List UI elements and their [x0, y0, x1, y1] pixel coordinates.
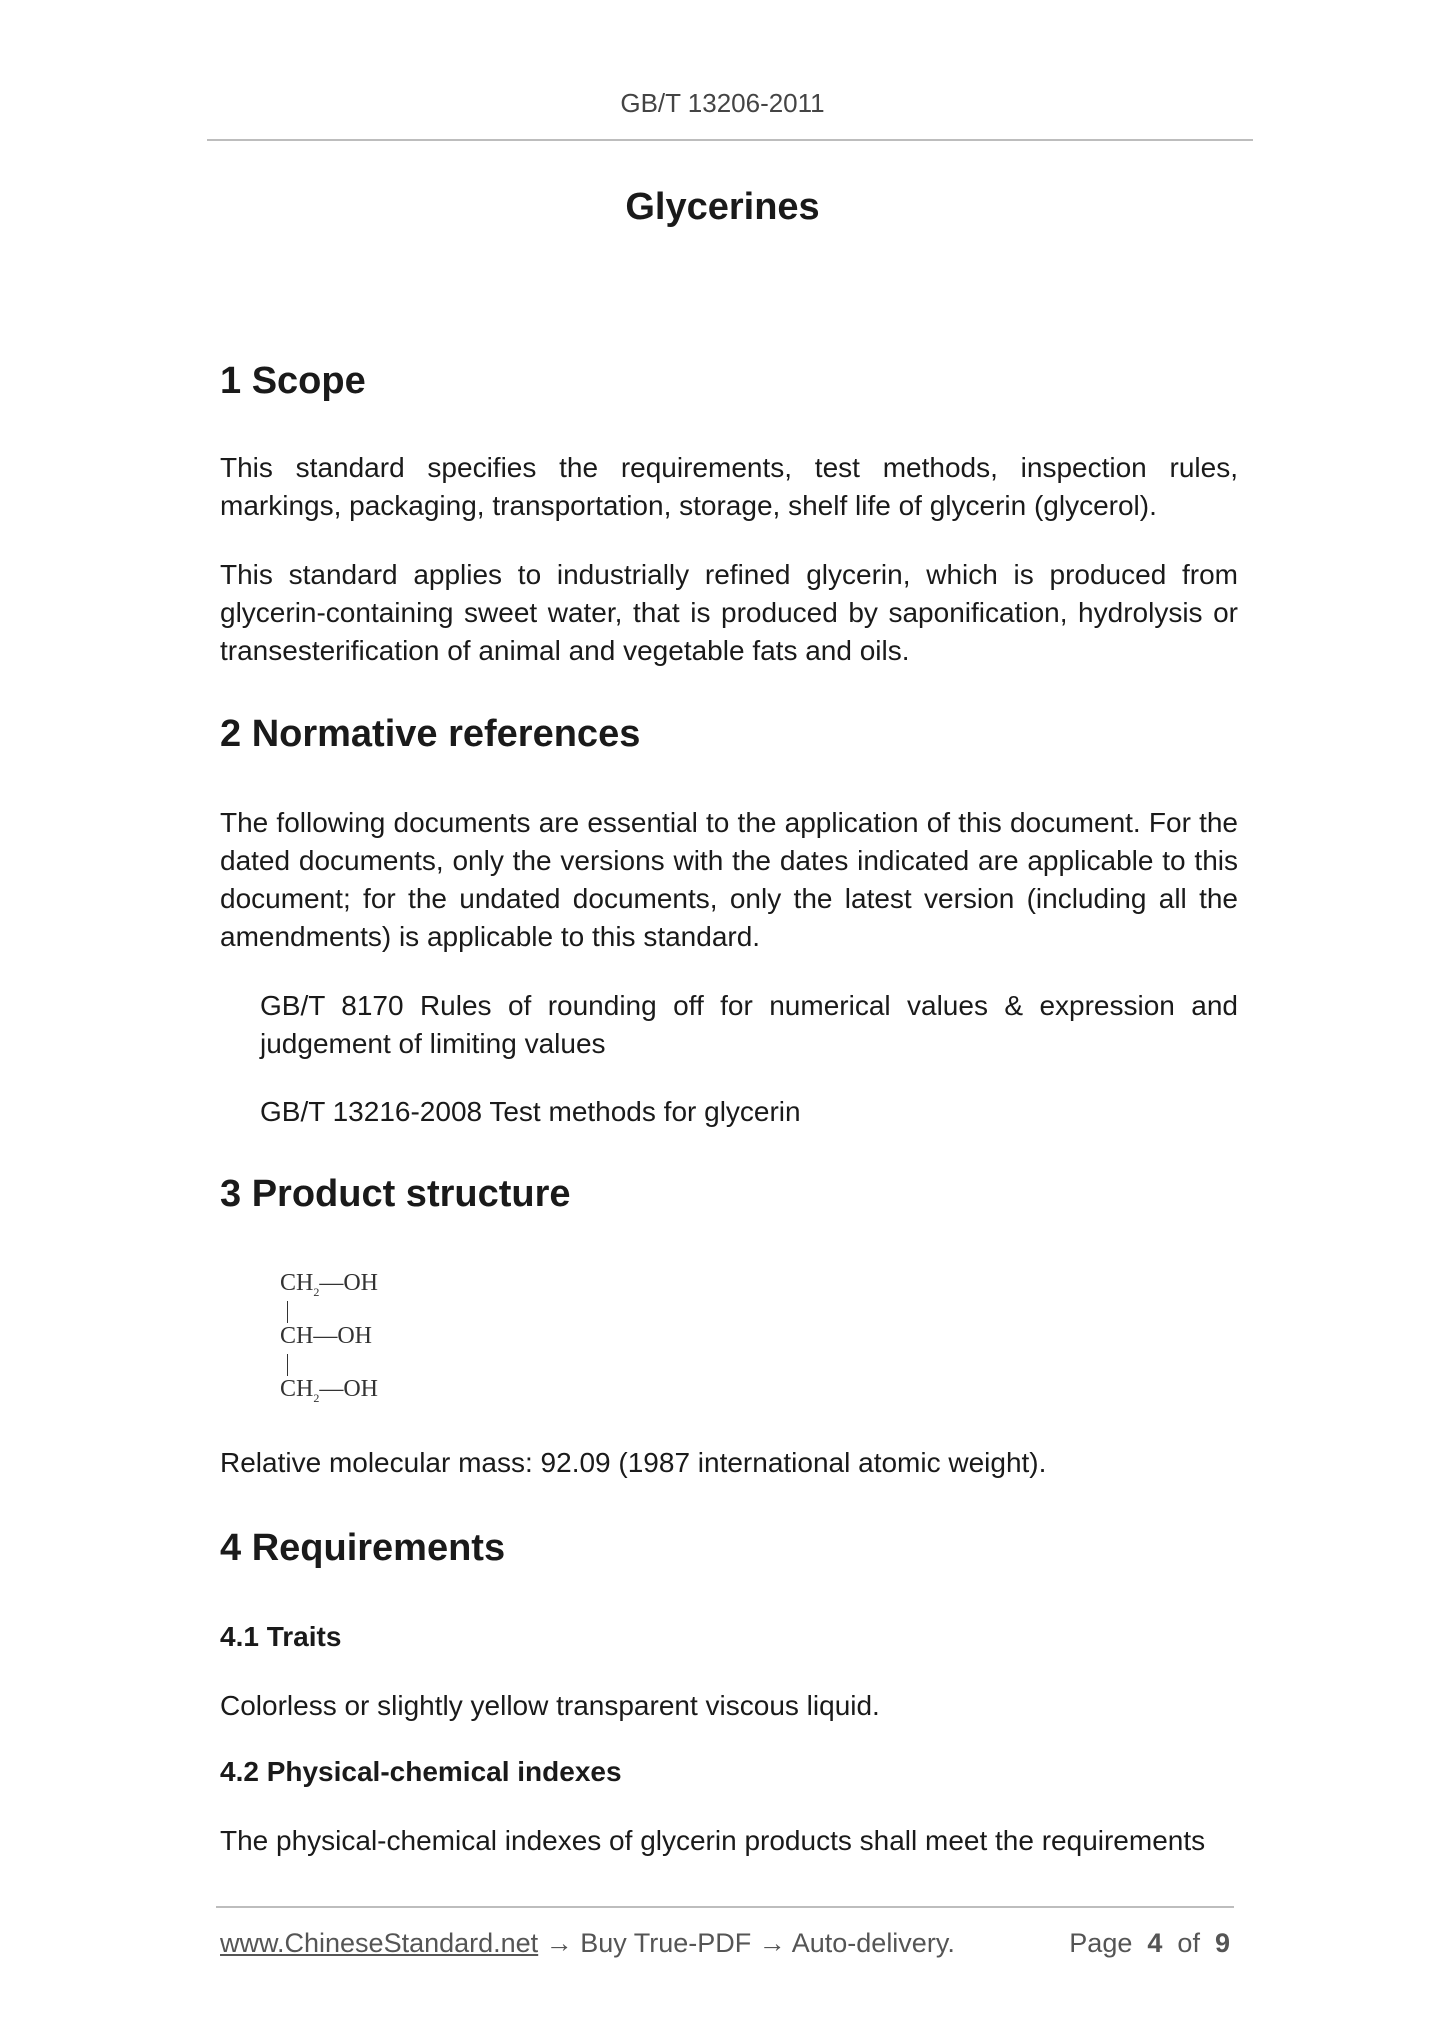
- formula-row-1: $CH_2—OH$: [280, 1270, 379, 1299]
- scope-paragraph-1: This standard specifies the requirements, test methods, inspection rules, markings, packaging, transportation, storage, shelf life of glycerin (glycerol).: [220, 452, 1238, 521]
- current-page-number: 4: [1147, 1928, 1163, 1958]
- section-heading-scope: 1 Scope: [220, 360, 366, 402]
- normative-paragraph: The following documents are essential to the application of this document. For the dated documents, only the versions with the dates indicated are applicable to this document; for the undated documents, only the latest version (including all the amendments) is applicable to this standard.: [220, 807, 1238, 952]
- traits-text: Colorless or slightly yellow transparent viscous liquid.: [220, 1690, 880, 1721]
- document-title: Glycerines: [625, 186, 820, 228]
- formula-bond: [287, 1301, 288, 1323]
- section-heading-requirements: 4 Requirements: [220, 1527, 506, 1569]
- molecular-mass-text: Relative molecular mass: 92.09 (1987 international atomic weight).: [220, 1447, 1047, 1478]
- subsection-heading-physical-chemical: 4.2 Physical-chemical indexes: [220, 1756, 622, 1787]
- footer-divider: [216, 1906, 1234, 1908]
- scope-paragraph-2: This standard applies to industrially refined glycerin, which is produced from glycerin-containing sweet water, that is produced by saponification, hydrolysis or transesterification of animal and vegetable fats and oils.: [220, 559, 1238, 666]
- footer-promo: [220, 1928, 955, 1959]
- running-header: GB/T 13206-2011: [620, 88, 825, 118]
- reference-item: GB/T 8170 Rules of rounding off for numerical values & expression and judgement of limiting values: [260, 990, 1238, 1059]
- section-heading-product-structure: 3 Product structure: [220, 1173, 571, 1215]
- website-link[interactable]: www.ChineseStandard.net: [220, 1928, 539, 1958]
- total-page-count: 9: [1214, 1928, 1230, 1958]
- physchem-text: The physical-chemical indexes of glycerin products shall meet the requirements: [220, 1825, 1206, 1856]
- reference-item: GB/T 13216-2008 Test methods for glycerin: [260, 1096, 801, 1127]
- header-divider: [207, 139, 1253, 141]
- page-indicator: Page 4 of 9: [1069, 1928, 1230, 1958]
- formula-row-2: CH—OH: [280, 1323, 373, 1349]
- subsection-heading-traits: 4.1 Traits: [220, 1621, 342, 1652]
- formula-row-3: $CH_2—OH$: [280, 1376, 379, 1405]
- glycerol-structural-formula: [280, 1270, 480, 1420]
- section-heading-normative-references: 2 Normative references: [220, 713, 641, 755]
- formula-bond: [287, 1354, 288, 1376]
- footer-promo-text: → Buy True-PDF → Auto-delivery.: [538, 1928, 955, 1958]
